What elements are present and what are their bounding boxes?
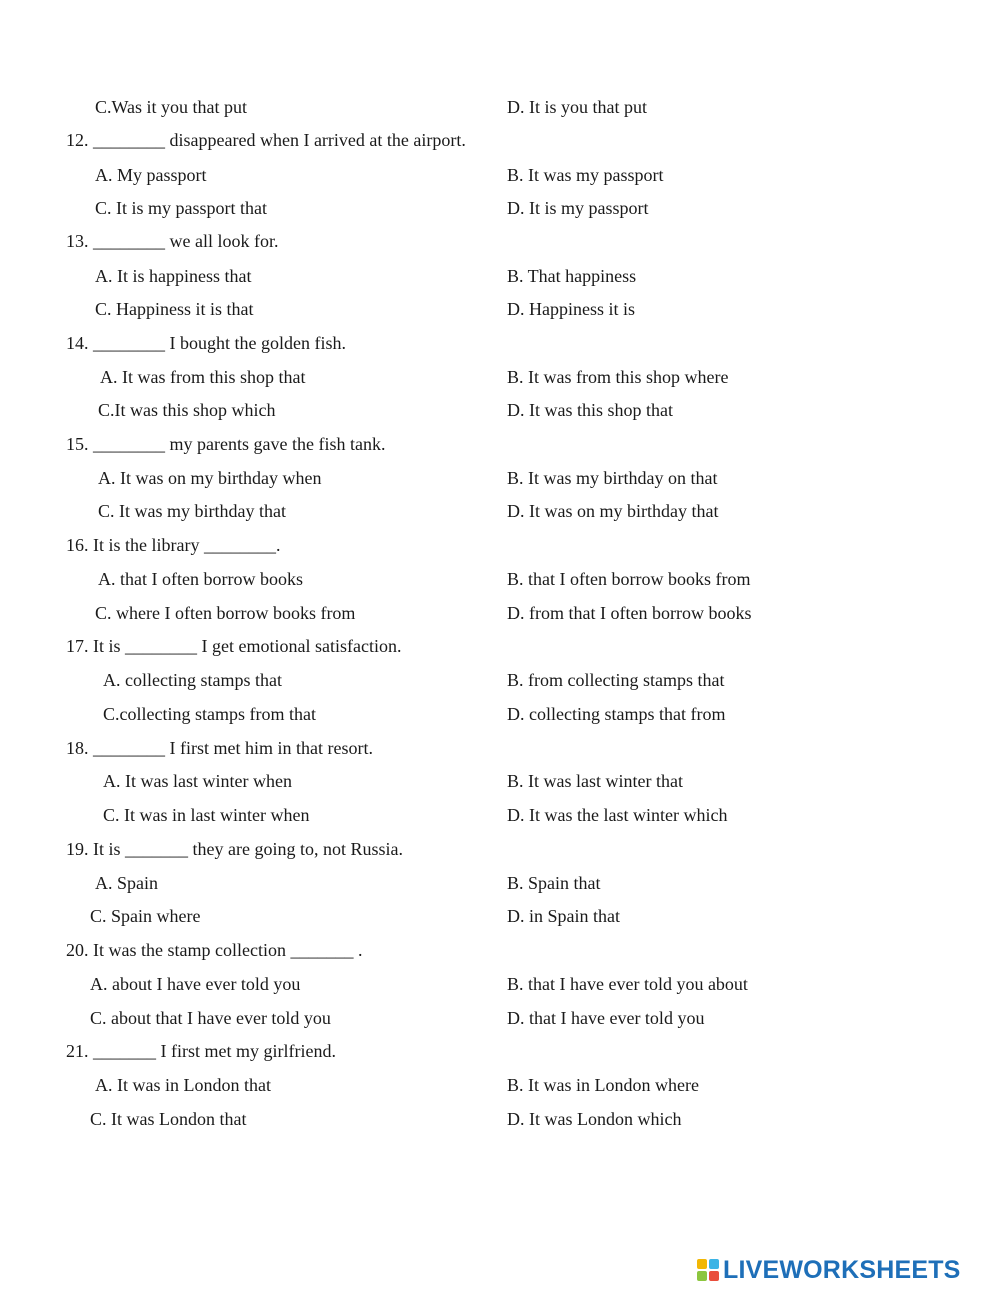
question-16-option-b: B. that I often borrow books from (507, 569, 751, 589)
question-12-stem: 12. ________ disappeared when I arrived at the airport. (66, 130, 466, 150)
question-17-option-d: D. collecting stamps that from (507, 704, 726, 724)
question-21-option-c: C. It was London that (90, 1109, 247, 1129)
logo-tile (709, 1271, 719, 1281)
question-17-option-c: C.collecting stamps from that (103, 704, 316, 724)
question-17-option-a: A. collecting stamps that (103, 670, 282, 690)
question-17-stem: 17. It is ________ I get emotional satisfaction. (66, 636, 402, 656)
question-19-stem: 19. It is _______ they are going to, not Russia. (66, 839, 403, 859)
question-13-option-b: B. That happiness (507, 266, 637, 286)
question-20-option-b: B. that I have ever told you about (507, 974, 748, 994)
question-21-option-a: A. It was in London that (95, 1075, 271, 1095)
question-15-stem: 15. ________ my parents gave the fish tank. (66, 434, 386, 454)
question-17-option-b: B. from collecting stamps that (507, 670, 725, 690)
question-13-option-a: A. It is happiness that (95, 266, 252, 286)
liveworksheets-tiles-icon (697, 1259, 719, 1281)
question-19-option-b: B. Spain that (507, 873, 601, 893)
question-16-stem: 16. It is the library ________. (66, 535, 281, 555)
logo-tile (697, 1271, 707, 1281)
logo-tile (697, 1259, 707, 1269)
question-21-option-b: B. It was in London where (507, 1075, 699, 1095)
question-18-option-c: C. It was in last winter when (103, 805, 310, 825)
question-14-option-c: C.It was this shop which (98, 400, 276, 420)
question-16-option-d: D. from that I often borrow books (507, 603, 752, 623)
question-19-option-a: A. Spain (95, 873, 158, 893)
question-20-option-d: D. that I have ever told you (507, 1008, 705, 1028)
question-16-option-a: A. that I often borrow books (98, 569, 303, 589)
logo-text: LIVEWORKSHEETS (723, 1255, 961, 1284)
question-19-option-d: D. in Spain that (507, 906, 620, 926)
question-13-option-d: D. Happiness it is (507, 299, 635, 319)
question-14-option-d: D. It was this shop that (507, 400, 673, 420)
question-18-option-a: A. It was last winter when (103, 771, 292, 791)
question-21-stem: 21. _______ I first met my girlfriend. (66, 1041, 336, 1061)
question-15-option-d: D. It was on my birthday that (507, 501, 719, 521)
question-20-option-a: A. about I have ever told you (90, 974, 301, 994)
liveworksheets-logo[interactable] (697, 1255, 961, 1285)
logo-tile (709, 1259, 719, 1269)
question-15-option-c: C. It was my birthday that (98, 501, 286, 521)
question-16-option-c: C. where I often borrow books from (95, 603, 356, 623)
question-14-option-a: A. It was from this shop that (100, 367, 306, 387)
question-21-option-d: D. It was London which (507, 1109, 682, 1129)
question-12-option-c: C. It is my passport that (95, 198, 267, 218)
question-13-option-c: C. Happiness it is that (95, 299, 254, 319)
question-18-option-d: D. It was the last winter which (507, 805, 728, 825)
question-20-stem: 20. It was the stamp collection _______ . (66, 940, 363, 960)
option-d-prev: D. It is you that put (507, 97, 647, 117)
option-c-prev: C.Was it you that put (95, 97, 248, 117)
question-15-option-a: A. It was on my birthday when (98, 468, 322, 488)
question-18-option-b: B. It was last winter that (507, 771, 683, 791)
question-14-stem: 14. ________ I bought the golden fish. (66, 333, 346, 353)
question-20-option-c: C. about that I have ever told you (90, 1008, 331, 1028)
question-12-option-b: B. It was my passport (507, 165, 664, 185)
question-13-stem: 13. ________ we all look for. (66, 231, 279, 251)
question-12-option-d: D. It is my passport (507, 198, 649, 218)
question-12-option-a: A. My passport (95, 165, 207, 185)
question-14-option-b: B. It was from this shop where (507, 367, 729, 387)
question-19-option-c: C. Spain where (90, 906, 201, 926)
question-15-option-b: B. It was my birthday on that (507, 468, 718, 488)
question-18-stem: 18. ________ I first met him in that resort. (66, 738, 373, 758)
